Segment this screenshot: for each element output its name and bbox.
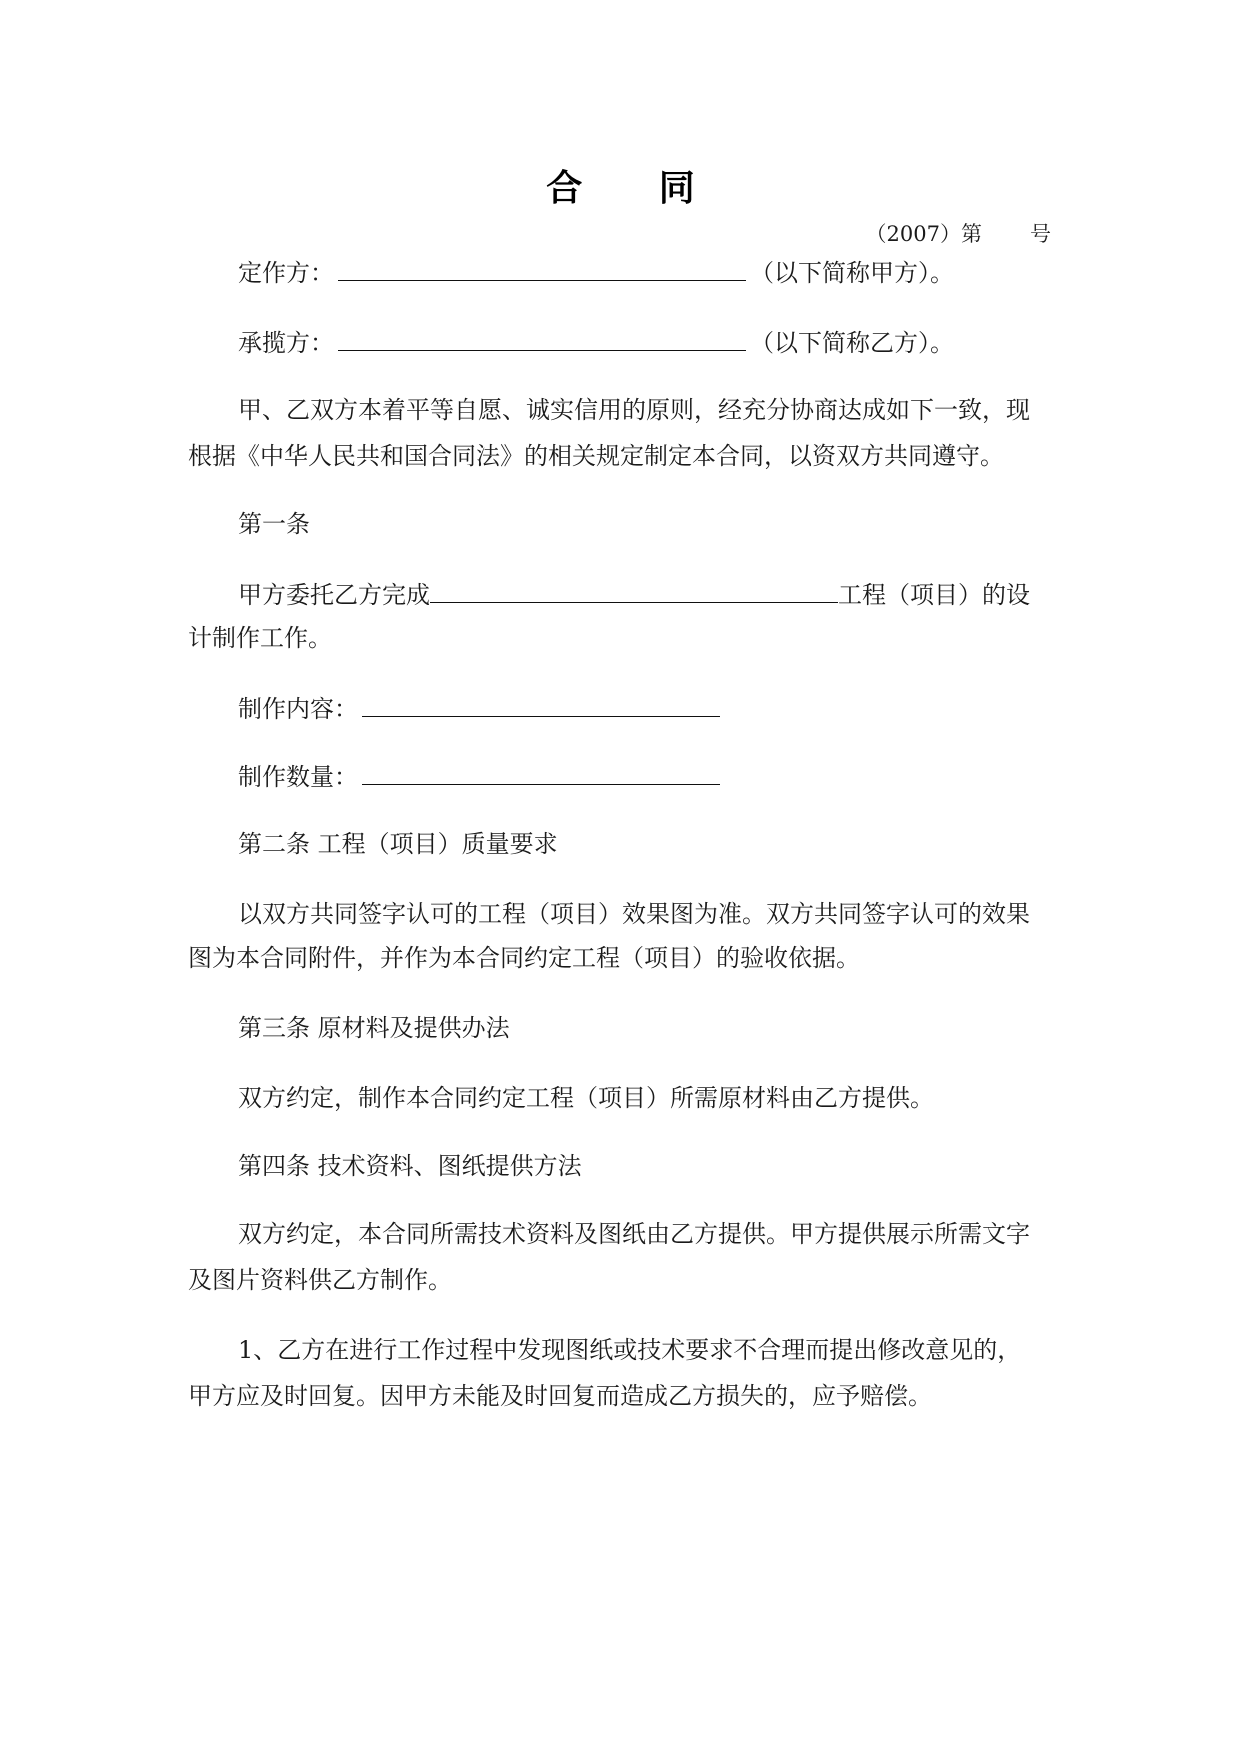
article-4-line-2: 及图片资料供乙方制作。 — [188, 1266, 452, 1294]
project-name-field[interactable] — [430, 580, 838, 603]
party-b-field[interactable] — [338, 328, 746, 351]
intro-line-2: 根据《中华人民共和国合同法》的相关规定制定本合同，以资双方共同遵守。 — [188, 442, 1004, 470]
content-field[interactable] — [362, 694, 720, 717]
document-number — [866, 218, 1051, 248]
clause-1-line-2: 甲方应及时回复。因甲方未能及时回复而造成乙方损失的，应予赔偿。 — [188, 1382, 932, 1410]
article-2-line-2: 图为本合同附件，并作为本合同约定工程（项目）的验收依据。 — [188, 944, 860, 972]
article-3-text: 双方约定，制作本合同约定工程（项目）所需原材料由乙方提供。 — [238, 1084, 934, 1112]
quantity-label: 制作数量： — [238, 763, 358, 791]
party-b-line — [188, 328, 1104, 355]
article-2-heading: 第二条 工程（项目）质量要求 — [238, 830, 558, 858]
party-a-label: 定作方： — [238, 259, 334, 287]
content-line — [188, 694, 1104, 721]
article-1-text — [188, 580, 1104, 607]
document-title: 合 同 — [546, 167, 727, 209]
article-1-post: 工程（项目）的设 — [838, 581, 1030, 609]
party-a-note: （以下简称甲方）。 — [750, 259, 954, 287]
party-b-note: （以下简称乙方）。 — [750, 329, 954, 357]
article-2-line-1: 以双方共同签字认可的工程（项目）效果图为准。双方共同签字认可的效果 — [238, 900, 1030, 928]
content-label: 制作内容： — [238, 695, 358, 723]
doc-number-prefix: （2007）第 — [865, 222, 982, 246]
clause-1-line-1: 1、乙方在进行工作过程中发现图纸或技术要求不合理而提出修改意见的， — [238, 1336, 1022, 1364]
intro-line-1: 甲、乙双方本着平等自愿、诚实信用的原则，经充分协商达成如下一致，现 — [238, 396, 1030, 424]
article-4-heading: 第四条 技术资料、图纸提供方法 — [238, 1152, 582, 1180]
party-b-label: 承揽方： — [238, 329, 334, 357]
article-1-heading: 第一条 — [238, 510, 310, 538]
doc-number-suffix: 号 — [1030, 222, 1051, 246]
article-1-pre: 甲方委托乙方完成 — [238, 581, 430, 609]
party-a-field[interactable] — [338, 258, 746, 281]
article-4-line-1: 双方约定，本合同所需技术资料及图纸由乙方提供。甲方提供展示所需文字 — [238, 1220, 1030, 1248]
quantity-field[interactable] — [362, 762, 720, 785]
quantity-line — [188, 762, 1104, 789]
article-1-text-line-2: 计制作工作。 — [188, 624, 332, 652]
article-3-heading: 第三条 原材料及提供办法 — [238, 1014, 510, 1042]
party-a-line — [188, 258, 1104, 285]
